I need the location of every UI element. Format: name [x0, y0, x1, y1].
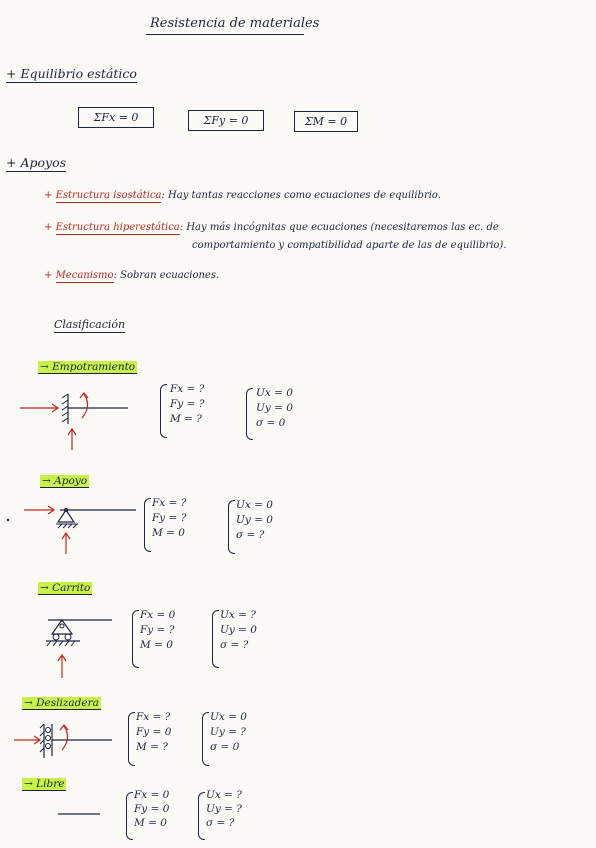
forces-apoyo: Fx = ? Fy = ? M = 0	[152, 497, 187, 539]
carrito-diagram	[0, 604, 140, 684]
support-deslizadera-label: → Deslizadera	[24, 697, 99, 709]
disp-brace-3	[212, 610, 219, 668]
disp-brace-4	[202, 712, 209, 766]
bullet-hiperestatica: + Estructura hiperestática: Hay más incógnitas que ecuaciones (necesitaremos las ec. de	[44, 222, 499, 233]
disp-apoyo: Ux = 0 Uy = 0 σ = ?	[236, 499, 273, 541]
forces-libre: Fx = 0 Fy = 0 M = 0	[134, 789, 170, 829]
forces-deslizadera: Fx = ? Fy = 0 M = ?	[136, 711, 172, 753]
forces-carrito: Fx = 0 Fy = ? M = 0	[140, 609, 176, 651]
forces-brace-2	[144, 498, 151, 552]
support-apoyo-label: → Apoyo	[42, 475, 88, 487]
disp-brace-1	[246, 388, 253, 440]
support-empotramiento-label: → Empotramiento	[40, 361, 136, 373]
disp-brace-5	[198, 792, 205, 840]
support-carrito-label: → Carrito	[40, 582, 91, 594]
equation-box-fy: ΣFy = 0	[188, 110, 264, 131]
equation-box-fx: ΣFx = 0	[78, 107, 154, 128]
title-underline	[146, 34, 304, 35]
bullet-mecanismo: + Mecanismo: Sobran ecuaciones.	[44, 270, 220, 281]
bullet-isostatica: + Estructura isostática: Hay tantas reacciones como ecuaciones de equilibrio.	[44, 190, 441, 201]
forces-brace-5	[126, 792, 133, 840]
equation-box-m: ΣM = 0	[294, 111, 358, 132]
section-equilibrio-heading: + Equilibrio estático	[6, 66, 137, 81]
page-title: Resistencia de materiales	[150, 16, 320, 31]
bullet-hiperestatica-cont: comportamiento y compatibilidad aparte de las de equilibrio).	[192, 240, 507, 251]
disp-empotramiento: Ux = 0 Uy = 0 σ = 0	[256, 387, 293, 429]
section-apoyos	[6, 155, 66, 170]
forces-empotramiento: Fx = ? Fy = ? M = ?	[170, 383, 205, 425]
libre-diagram	[0, 800, 140, 830]
apoyo-diagram	[0, 496, 140, 566]
clasificacion-heading: Clasificación	[54, 318, 126, 331]
support-libre-label: → Libre	[24, 778, 65, 790]
empotramiento-diagram	[0, 380, 140, 460]
forces-brace-1	[160, 384, 167, 438]
disp-deslizadera: Ux = 0 Uy = ? σ = 0	[210, 711, 247, 753]
section-equilibrio	[6, 66, 137, 81]
deslizadera-diagram	[0, 716, 140, 766]
disp-brace-2	[228, 500, 235, 554]
disp-carrito: Ux = ? Uy = 0 σ = ?	[220, 609, 257, 651]
forces-brace-3	[132, 610, 139, 668]
section-apoyos-heading: + Apoyos	[6, 155, 67, 170]
forces-brace-4	[128, 712, 135, 766]
disp-libre: Ux = ? Uy = ? σ = ?	[206, 789, 242, 829]
